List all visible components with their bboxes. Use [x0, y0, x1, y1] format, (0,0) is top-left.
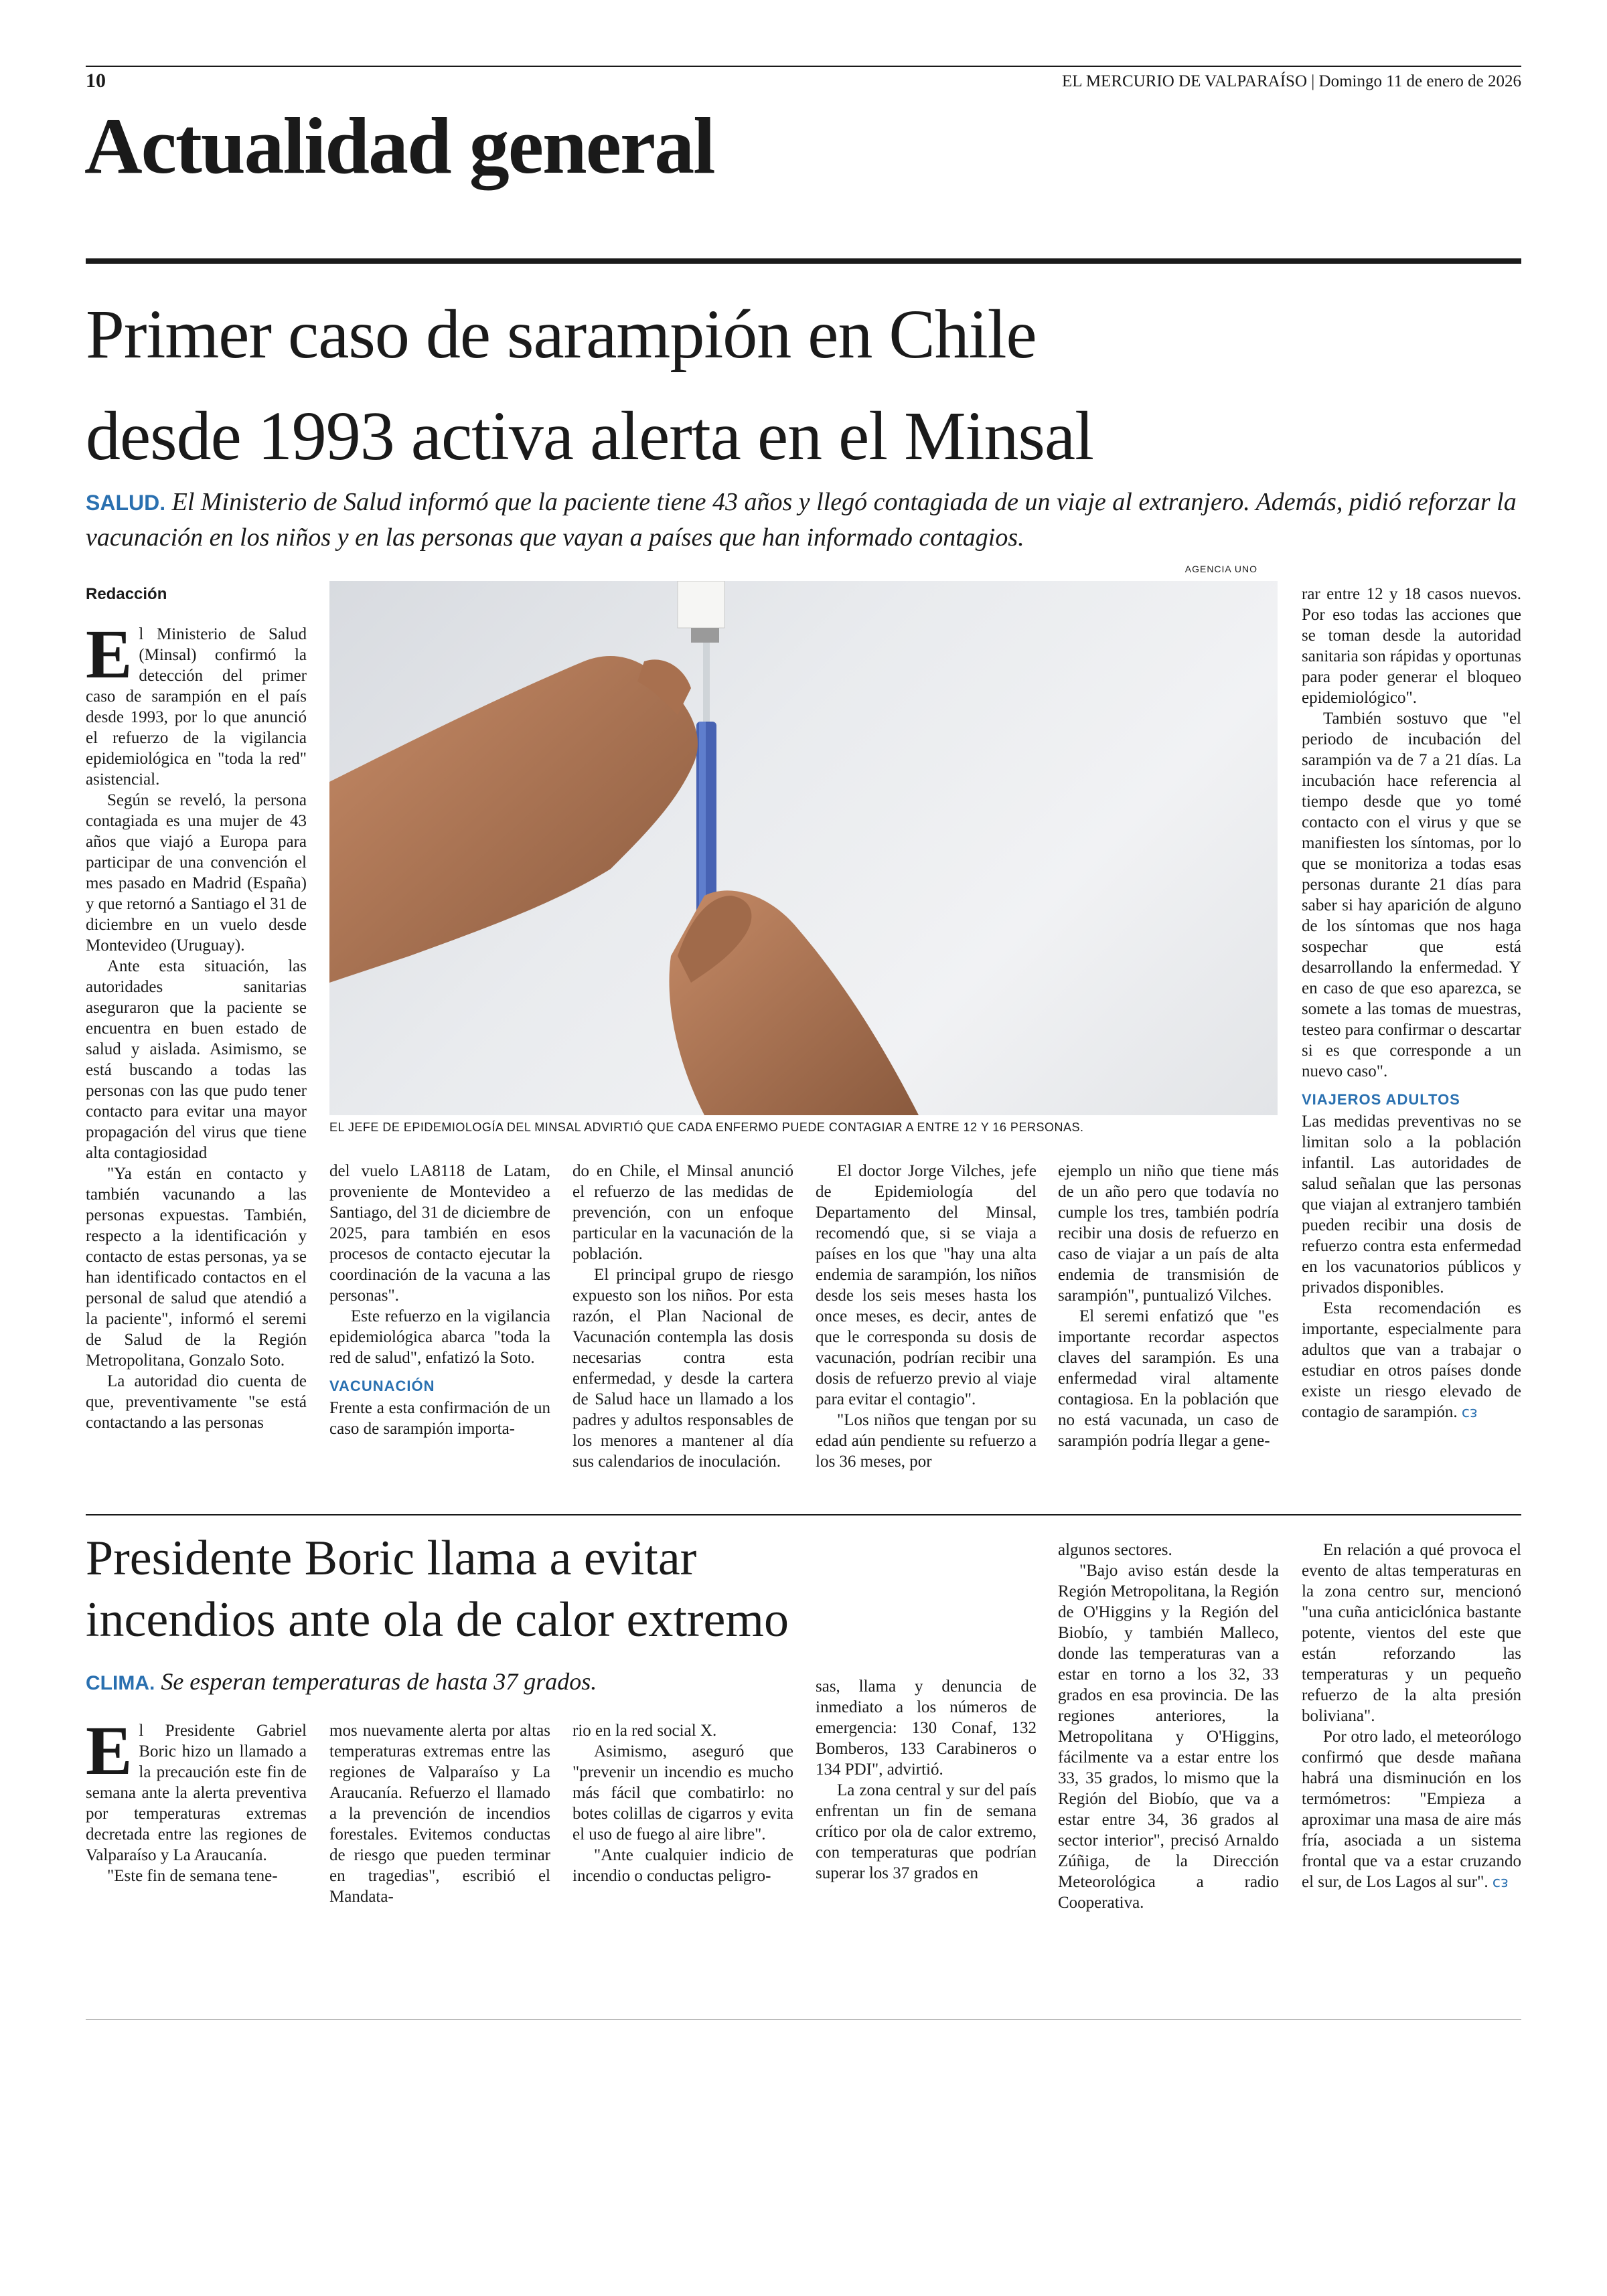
article2-kicker: CLIMA.	[86, 1672, 155, 1694]
photo-credit: AGENCIA UNO	[1184, 564, 1257, 574]
article1-col6-p3: Las medidas preventivas no se limitan solo a la población infantil. Las autoridades de salud señalan que las personas que viajan al extranjero también pueden recibir una dosis de refuerzo contra esta enfermedad en los vacunatorios públicos y privados disponibles.	[1302, 1113, 1521, 1297]
photo-caption: EL JEFE DE EPIDEMIOLOGÍA DEL MINSAL ADVIRTIÓ QUE CADA ENFERMO PUEDE CONTAGIAR A ENTRE 12 Y 16 PERSONAS.	[329, 1121, 1084, 1134]
article2-col1-p1: l Presidente Gabriel Boric hizo un llamado a la precaución este fin de semana ante la alerta preventiva por temperaturas extremas decretada entre las regiones de Valparaíso y La Araucanía.	[86, 1722, 307, 1864]
article1-col6-p4-text: Esta recomendación es importante, especialmente para adultos que van a trabajar o estudiar en otros países donde existe un riesgo elevado de contagio de sarampión.	[1302, 1299, 1521, 1421]
article1-col2	[329, 1161, 550, 1502]
article2-col6-p1: En relación a qué provoca el evento de altas temperaturas en la zona centro sur, mencionó "una cuña anticiclónica bastante potente, vientos del este que están reforzando las temperaturas y un pequeño refuerzo de la alta presión boliviana".	[1302, 1541, 1521, 1725]
article1-col5-p2: El seremi enfatizó que "es importante recordar aspectos claves del sarampión. Es una enfermedad viral altamente contagiosa. En la población que no está vacunada, un caso de sarampión podría llegar a gene-	[1058, 1307, 1279, 1450]
article1-top-rule	[86, 258, 1521, 264]
article2-col5	[1058, 1540, 1279, 1921]
article2-col6-p2-text: Por otro lado, el meteorólogo confirmó que desde mañana habrá una disminución en los termómetros: "Empieza a aproximar una masa de aire más fría, asociada a un sistema frontal que va a estar cruzando el sur, de Los Lagos al sur".	[1302, 1728, 1521, 1891]
publication-date: Domingo 11 de enero de 2026	[1318, 72, 1521, 90]
article1-headline-line1: Primer caso de sarampión en Chile	[86, 296, 1037, 373]
article1-col6-p4	[1302, 1298, 1521, 1423]
bottom-rule	[86, 2019, 1521, 2020]
article1-headline-line2: desde 1993 activa alerta en el Minsal	[86, 398, 1094, 475]
article2-headline-line2: incendios ante ola de calor extremo	[86, 1592, 789, 1647]
article2-col2-p1: mos nuevamente alerta por altas temperaturas extremas entre las regiones de Valparaíso y La Araucanía. Refuerzo el llamado a la prevención de incendios forestales. Evitemos conductas de riesgo que pueden terminar en tragedias", escribió el Mandata-	[329, 1722, 550, 1906]
article1-col6	[1302, 584, 1521, 1502]
article2-col2	[329, 1720, 550, 1921]
article2-col1	[86, 1720, 307, 1921]
article1-subhead-vacunacion: VACUNACIÓN	[329, 1378, 435, 1394]
article2-col6-p2	[1302, 1726, 1521, 1893]
article1-end-mark: ᴄᴈ	[1461, 1404, 1478, 1421]
article1-col2-p2: Este refuerzo en la vigilancia epidemiológica abarca "toda la red de salud", enfatizó la Soto.	[329, 1307, 550, 1367]
article2-col5-p2: "Bajo aviso están desde la Región Metropolitana, la Región de O'Higgins y la Región del Biobío, y también Malleco, donde las temperaturas van a estar en torno a los 32, 33 grados en esa provincia. De las regiones anteriores, la Metropolitana y O'Higgins, fácilmente va a estar entre los 33, 35 grados, lo mismo que la Región del Biobío, que va a estar entre 34, 36 grados al sector interior", precisó Arnaldo Zúñiga, de la Dirección Meteorológica a radio Cooperativa.	[1058, 1562, 1279, 1912]
article1-col3	[572, 1161, 793, 1502]
article1-col1-p4: "Ya están en contacto y también vacunando a las personas expuestas. También, respecto a la identificación y contacto de estas personas, ya se han identificado contactos en el personal de salud que atendió a la paciente", informó el seremi de Salud de la Región Metropolitana, Gonzalo Soto.	[86, 1165, 307, 1370]
article1-col1-p3: Ante esta situación, las autoridades sanitarias aseguraron que la paciente se encuentra en buen estado de salud y aislada. Asimismo, se está buscando a todas las personas con las que pudo tener contacto para evitar una mayor propagación del virus que tiene alta contagiosidad	[86, 957, 307, 1162]
top-rule	[86, 66, 1521, 67]
article1-col5	[1058, 1161, 1279, 1502]
article1-col6-p1: rar entre 12 y 18 casos nuevos. Por eso todas las acciones que se toman desde la autoridad sanitaria son rápidas y oportunas para poder generar el bloqueo epidemiológico".	[1302, 585, 1521, 707]
article2-dropcap: E	[86, 1720, 133, 1789]
article2-lead	[86, 1665, 789, 1700]
publication-dateline	[1062, 72, 1521, 91]
article1-headline	[86, 284, 1093, 487]
article1-lead-text: El Ministerio de Salud informó que la paciente tiene 43 años y llegó contagiada de un viaje al extranjero. Además, pidió reforzar la vacunación en los niños y en las personas que vayan a países que han informado contagios.	[86, 488, 1517, 552]
article2-col4-p1: sas, llama y denuncia de inmediato a los números de emergencia: 130 Conaf, 132 Bomberos, 133 Carabineros o 134 PDI", advirtió.	[816, 1677, 1037, 1779]
article1-col1-p1: l Ministerio de Salud (Minsal) confirmó la detección del primer caso de sarampión en el país desde 1993, por lo que anunció el refuerzo de la vigilancia epidemiológica en "toda la red" asistencial.	[86, 625, 307, 789]
article1-col4	[816, 1161, 1037, 1502]
article1-dropcap: E	[86, 624, 133, 693]
article1-lead	[86, 485, 1521, 555]
article1-col2-p3: Frente a esta confirmación de un caso de sarampión importa-	[329, 1399, 550, 1438]
article1-subhead-viajeros: VIAJEROS ADULTOS	[1302, 1091, 1460, 1108]
article1-col1-p5: La autoridad dio cuenta de que, preventivamente "se está contactando a las personas	[86, 1372, 307, 1432]
article1-col3-p1: do en Chile, el Minsal anunció el refuerzo de las medidas de prevención, con un enfoque particular en la vacunación de la población.	[572, 1162, 793, 1263]
article2-lead-text: Se esperan temperaturas de hasta 37 grados.	[161, 1668, 597, 1695]
article2-col5-p1: algunos sectores.	[1058, 1541, 1172, 1559]
article2-col3	[572, 1720, 793, 1921]
dateline-separator: |	[1311, 72, 1319, 90]
article1-col1	[86, 624, 307, 1501]
article-divider	[86, 1514, 1521, 1515]
article2-headline	[86, 1528, 789, 1651]
article1-col1-p2: Según se reveló, la persona contagiada es una mujer de 43 años que viajó a Europa para participar de una convención el mes pasado en Madrid (España) y que retornó a Santiago el 31 de diciembre en un vuelo desde Montevideo (Uruguay).	[86, 791, 307, 955]
article1-col4-p1: El doctor Jorge Vilches, jefe de Epidemiología del Departamento del Minsal, recomendó que, si se viaja a países en los que "hay una alta endemia de sarampión, los niños desde los seis meses hasta los once meses, es decir, antes de que le corresponda su dosis de vacunación, podrían recibir una dosis de refuerzo previo al viaje para evitar el contagio".	[816, 1162, 1037, 1408]
syringe-hands-illustration	[329, 581, 1278, 1115]
article1-kicker: SALUD.	[86, 491, 166, 515]
article2-headline-line1: Presidente Boric llama a evitar	[86, 1531, 697, 1586]
article2-end-mark: ᴄᴈ	[1492, 1874, 1509, 1891]
article1-col6-p2: También sostuvo que "el periodo de incubación del sarampión va de 7 a 21 días. La incubación hace referencia al tiempo desde que yo tomé contacto con el virus y que se manifiesten los síntomas, por lo que se monitoriza a todas esas personas durante 21 días para saber si hay aparición de alguno de los síntomas que nos haga sospechar que está desarrollando la enfermedad. Y en caso de que eso aparezca, se somete a las tomas de muestras, testeo para confirmar o descartar si es que corresponde a un nuevo caso".	[1302, 710, 1521, 1080]
publication-name: EL MERCURIO DE VALPARAÍSO	[1061, 72, 1307, 90]
article1-col4-p2: "Los niños que tengan por su edad aún pendiente su refuerzo a los 36 meses, por	[816, 1411, 1037, 1471]
article1-byline: Redacción	[86, 585, 167, 603]
article2-col4-p2: La zona central y sur del país enfrentan un fin de semana crítico por ola de calor extremo, con temperaturas que podrían superar los 37 grados en	[816, 1781, 1037, 1882]
article-photo	[329, 581, 1278, 1115]
article2-col1-p2: "Este fin de semana tene-	[107, 1867, 278, 1885]
article2-col4	[816, 1676, 1037, 1924]
article1-col2-p1: del vuelo LA8118 de Latam, proveniente de Montevideo a Santiago, del 31 de diciembre de 2025, para también en esos procesos de contacto ejecutar la coordinación de la vacuna a las personas".	[329, 1162, 550, 1305]
page-number: 10	[86, 70, 106, 92]
article2-col3-p1: rio en la red social X.	[572, 1722, 717, 1740]
article2-col6	[1302, 1540, 1521, 1921]
section-title: Actualidad general	[84, 101, 714, 190]
article1-col3-p2: El principal grupo de riesgo expuesto son los niños. Por esta razón, el Plan Nacional de Vacunación contempla las dosis necesarias contra esta enfermedad, y desde la cartera de Salud hace un llamado a los padres y adultos responsables de los menores a mantener al día sus calendarios de inoculación.	[572, 1266, 793, 1471]
article2-col3-p3: "Ante cualquier indicio de incendio o conductas peligro-	[572, 1846, 793, 1885]
article1-col5-p1: ejemplo un niño que tiene más de un año pero que todavía no cumple los tres, también podría recibir una dosis de refuerzo en caso de viajar a un país de alta endemia de transmisión de sarampión", puntualizó Vilches.	[1058, 1162, 1279, 1305]
article2-col3-p2: Asimismo, aseguró que "prevenir un incendio es mucho más fácil que combatirlo: no botes colillas de cigarros y evita el uso de fuego al aire libre".	[572, 1742, 793, 1843]
